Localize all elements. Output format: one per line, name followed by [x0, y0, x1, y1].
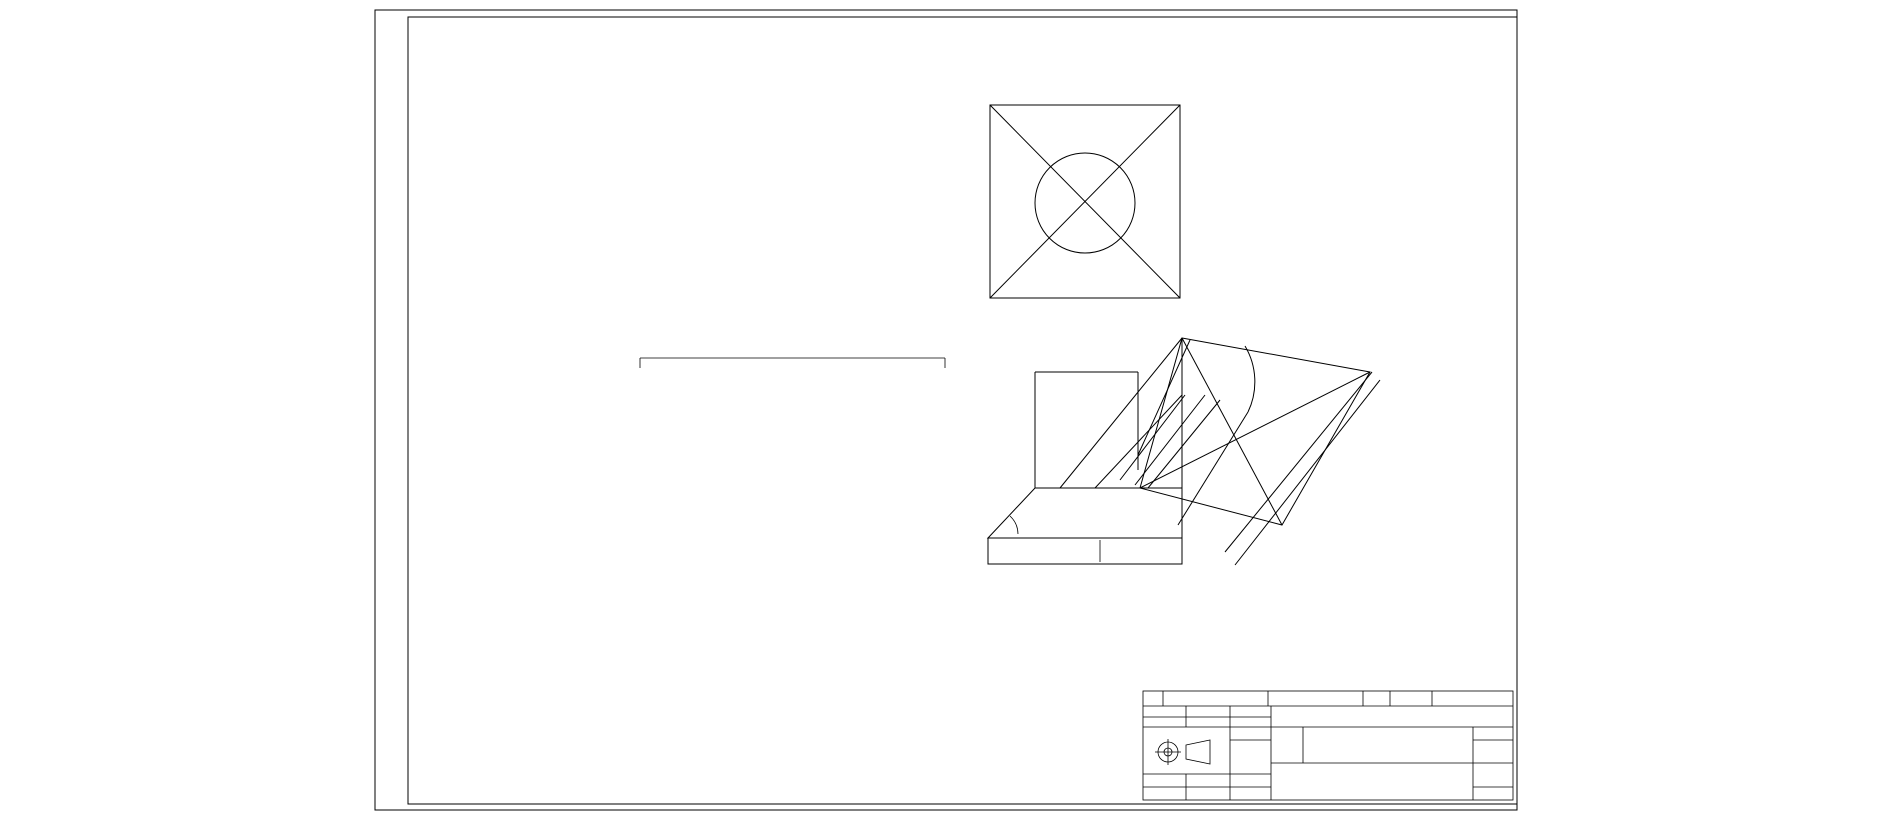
title-block-grid	[1143, 691, 1513, 800]
fan-arc	[1245, 346, 1255, 412]
front-view	[988, 338, 1190, 564]
auxiliary-view	[1140, 338, 1370, 525]
projection-symbol	[1155, 739, 1210, 765]
angle-arc	[1010, 516, 1018, 534]
inclined-cylinder	[1120, 395, 1220, 488]
inner-border	[408, 17, 1517, 804]
plan-view	[990, 105, 1180, 298]
development-2	[1178, 372, 1380, 565]
outer-border	[375, 10, 1517, 810]
dimension-40	[640, 358, 945, 368]
